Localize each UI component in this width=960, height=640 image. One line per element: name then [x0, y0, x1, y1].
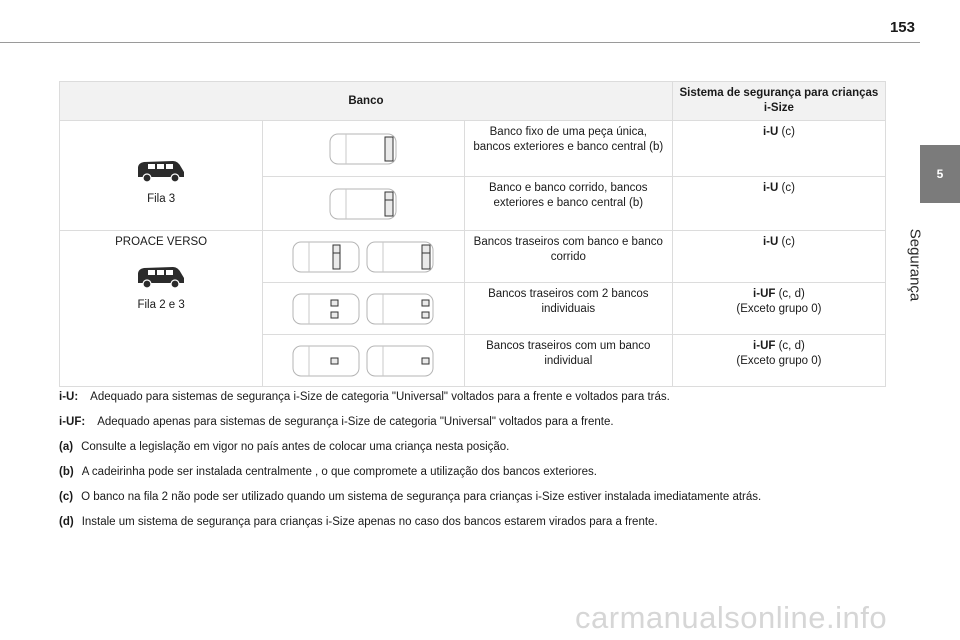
- group-subtitle: Fila 3: [147, 193, 176, 205]
- system-notes: (c, d): [775, 288, 805, 300]
- footnotes: [59, 390, 889, 540]
- isize-seat-table: [59, 81, 886, 387]
- row-system: [672, 231, 885, 283]
- seat-plan-cell: [263, 283, 464, 335]
- row-description: Banco e banco corrido, bancos exteriores e banco central (b): [464, 177, 672, 231]
- footnote-c: [59, 490, 889, 505]
- system-code: i-U: [762, 126, 779, 138]
- group-cell-fila3: [60, 121, 263, 231]
- system-notes: (c, d): [775, 340, 805, 352]
- van-top-view-seat-plan-icon: [328, 186, 398, 222]
- table-row: [60, 121, 886, 177]
- van-top-view-seat-plan-icon: [365, 239, 435, 275]
- chapter-tab[interactable]: 5: [920, 145, 960, 203]
- van-top-view-seat-plan-icon: [291, 343, 361, 379]
- footnote-iu: [59, 390, 889, 405]
- van-top-view-seat-plan-icon: [365, 343, 435, 379]
- seat-plan-cell: [263, 121, 464, 177]
- footnote-iuf: [59, 415, 889, 430]
- row-system: [672, 335, 885, 387]
- van-top-view-seat-plan-icon: [291, 239, 361, 275]
- system-extra: (Exceto grupo 0): [736, 303, 822, 315]
- van-side-view-icon: [135, 262, 187, 290]
- row-system: [672, 121, 885, 177]
- footnote-d: [59, 515, 889, 530]
- seat-plan-cell: [263, 177, 464, 231]
- header-banco: Banco: [60, 82, 673, 121]
- footnote-key: (d): [59, 516, 74, 528]
- seat-plan-cell: [263, 231, 464, 283]
- footnote-text: Adequado para sistemas de segurança i-Size de categoria "Universal" voltados para a frente e voltados para trás.: [90, 391, 670, 403]
- footnote-key: i-U:: [59, 391, 79, 403]
- footnote-key: (b): [59, 466, 74, 478]
- table-row: [60, 231, 886, 283]
- header-system: Sistema de segurança para crianças i-Size: [672, 82, 885, 121]
- row-description: Bancos traseiros com banco e banco corrido: [464, 231, 672, 283]
- footnote-a: [59, 440, 889, 455]
- row-description: Bancos traseiros com um banco individual: [464, 335, 672, 387]
- group-title: PROACE VERSO: [115, 236, 208, 248]
- system-notes: (c): [778, 126, 795, 138]
- footnote-key: i-UF:: [59, 416, 86, 428]
- system-code: i-UF: [753, 288, 776, 300]
- group-subtitle: Fila 2 e 3: [137, 299, 185, 311]
- footnote-text: Instale um sistema de segurança para crianças i-Size apenas no caso dos bancos estarem virados para a frente.: [81, 516, 658, 528]
- footnote-text: O banco na fila 2 não pode ser utilizado quando um sistema de segurança para crianças i-Size estiver instalada imediatamente atrás.: [81, 491, 762, 503]
- table-header-row: [60, 82, 886, 121]
- van-top-view-seat-plan-icon: [365, 291, 435, 327]
- row-system: [672, 283, 885, 335]
- van-top-view-seat-plan-icon: [328, 131, 398, 167]
- system-notes: (c): [778, 236, 795, 248]
- system-code: i-U: [762, 236, 779, 248]
- system-extra: (Exceto grupo 0): [736, 355, 822, 367]
- footnote-text: Consulte a legislação em vigor no país antes de colocar uma criança nesta posição.: [81, 441, 510, 453]
- footnote-text: Adequado apenas para sistemas de segurança i-Size de categoria "Universal" voltados para a frente.: [97, 416, 614, 428]
- footnote-text: A cadeirinha pode ser instalada centralmente , o que compromete a utilização dos bancos exteriores.: [81, 466, 597, 478]
- system-code: i-U: [762, 182, 779, 194]
- system-code: i-UF: [753, 340, 776, 352]
- chapter-title: [895, 210, 935, 320]
- group-cell-proace: [60, 231, 263, 387]
- row-description: Banco fixo de uma peça única, bancos exteriores e banco central (b): [464, 121, 672, 177]
- watermark: carmanualsonline.info: [575, 600, 888, 635]
- seat-plan-cell: [263, 335, 464, 387]
- page-number: 153: [889, 19, 915, 36]
- footnote-key: (a): [59, 441, 74, 453]
- header-divider: [0, 42, 920, 43]
- footnote-key: (c): [59, 491, 74, 503]
- van-top-view-seat-plan-icon: [291, 291, 361, 327]
- system-notes: (c): [778, 182, 795, 194]
- row-description: Bancos traseiros com 2 bancos individuais: [464, 283, 672, 335]
- van-side-view-icon: [135, 156, 187, 184]
- chapter-title-text: Segurança: [906, 228, 924, 302]
- row-system: [672, 177, 885, 231]
- footnote-b: [59, 465, 889, 480]
